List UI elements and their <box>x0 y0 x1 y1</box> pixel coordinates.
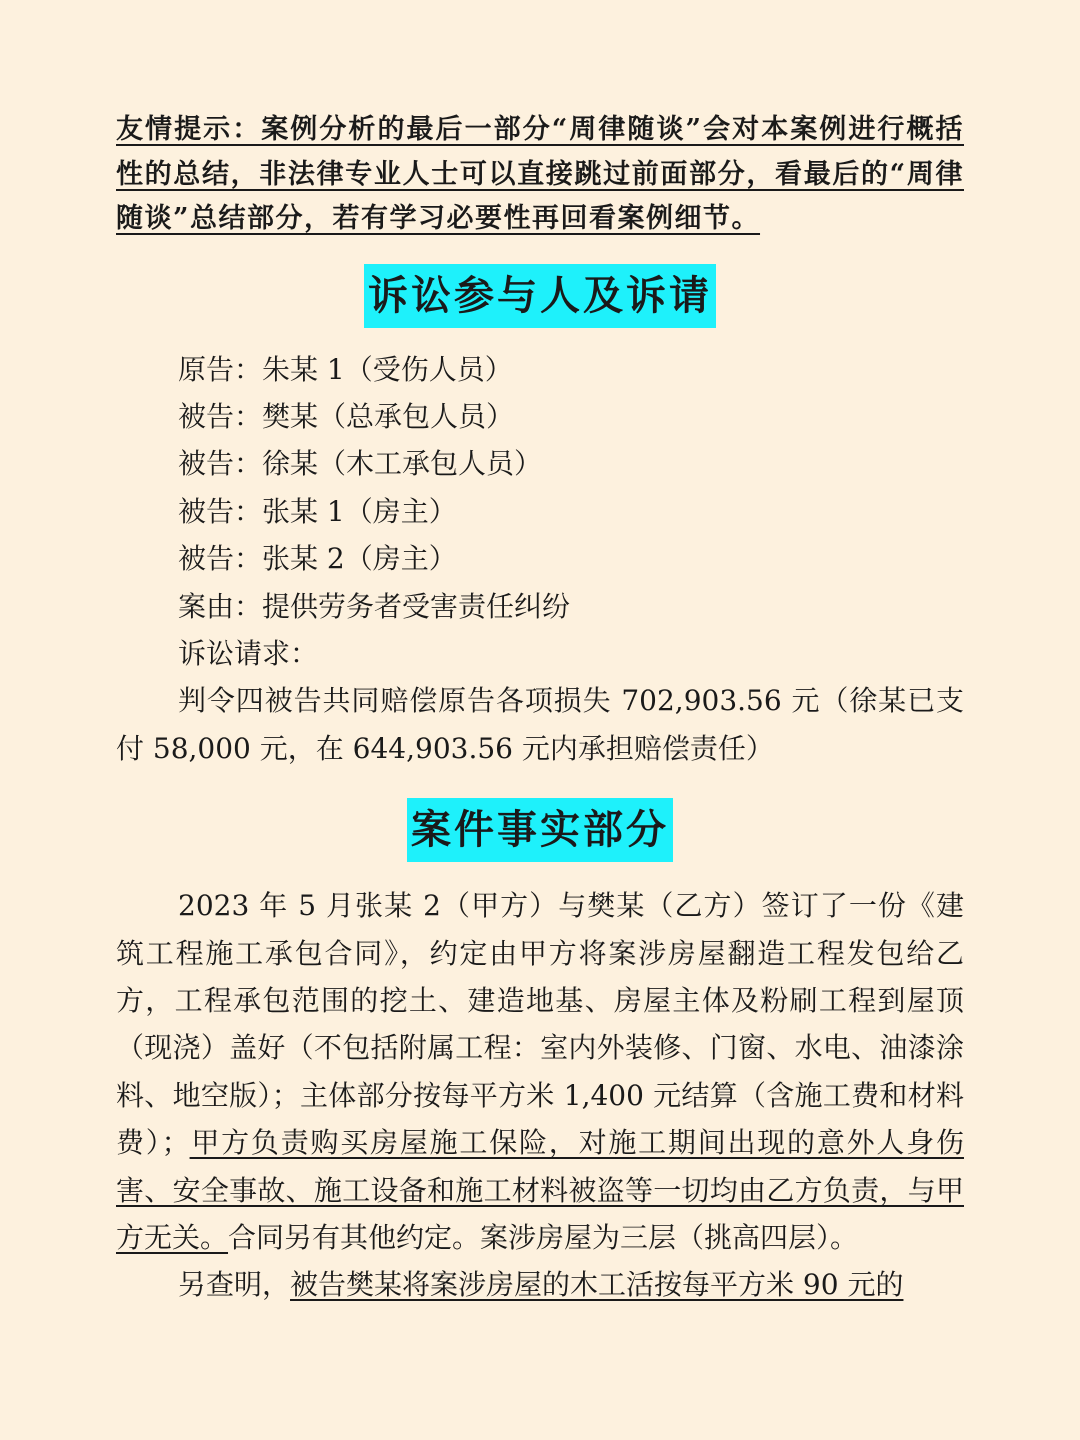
claim-paragraph: 判令四被告共同赔偿原告各项损失 702,903.56 元（徐某已支付 58,000 元，在 644,903.56 元内承担赔偿责任） <box>116 684 964 765</box>
heading-participants-text: 诉讼参与人及诉请 <box>364 264 716 328</box>
facts-paragraph-2 <box>116 1261 964 1308</box>
heading-facts-text: 案件事实部分 <box>407 798 673 862</box>
underlined-subcontract-text: 被告樊某将案涉房屋的木工活按每平方米 90 元的 <box>290 1268 904 1302</box>
defendant-line: 被告：徐某（木工承包人员） <box>178 447 543 481</box>
reading-tip: 友情提示：案例分析的最后一部分“周律随谈”会对本案例进行概括性的总结，非法律专业人士可以直接跳过前面部分，看最后的“周律随谈”总结部分，若有学习必要性再回看案例细节。 <box>116 114 964 234</box>
plaintiff-line: 原告：朱某 1（受伤人员） <box>178 352 513 386</box>
finding-intro: 另查明， <box>178 1268 291 1302</box>
defendant-line: 被告：张某 2（房主） <box>178 542 457 576</box>
contract-note: 合同另有其他约定。案涉房屋为三层（挑高四层）。 <box>228 1221 859 1254</box>
underlined-liability-clause: 甲方负责购买房屋施工保险，对施工期间出现的意外人身伤害、安全事故、施工设备和施工材料被盗等一切均由乙方负责，与甲方无关。 <box>116 1126 964 1254</box>
section-heading-participants <box>116 264 964 328</box>
cause-of-action-line: 案由：提供劳务者受害责任纠纷 <box>178 589 571 623</box>
defendant-line: 被告：张某 1（房主） <box>178 494 457 528</box>
facts-paragraph-1 <box>116 882 964 1261</box>
claims-label: 诉讼请求： <box>178 636 319 670</box>
defendant-line: 被告：樊某（总承包人员） <box>178 399 515 433</box>
participants-section <box>116 346 964 773</box>
contract-text: 2023 年 5 月张某 2（甲方）与樊某（乙方）签订了一份《建筑工程施工承包合同》，约定由甲方将案涉房屋翻造工程发包给乙方，工程承包范围的挖土、建造地基、房屋主体及粉刷工程到屋顶（现浇）盖好（不包括附属工程：室内外装修、门窗、水电、油漆涂料、地空版）；主体部分按每平方米 1,400 元结算（含施工费和材料费）； <box>116 889 964 1160</box>
section-heading-facts <box>116 798 964 862</box>
facts-section <box>116 882 964 1309</box>
